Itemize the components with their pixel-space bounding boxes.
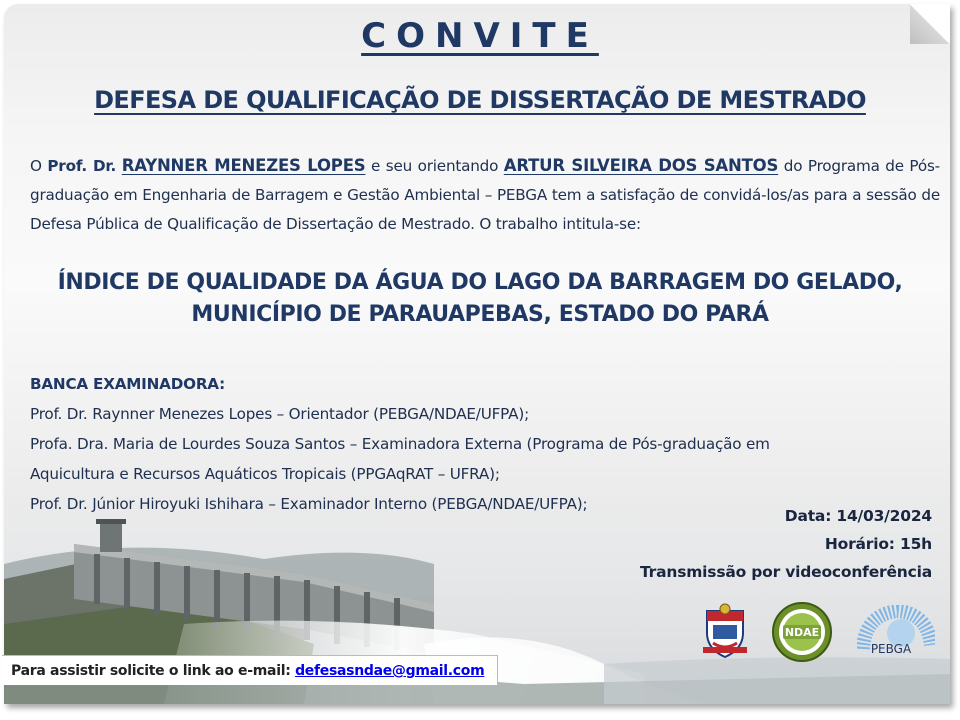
intro-suffix: do Programa de Pós-graduação em Engenharia de Barragem e Gestão Ambiental – PEBGA tem a satisfação de convidá-los/as para a sessão de Defesa Pública de Qualificação de Dissertação de Mestrado. O trabalho intitula-se:	[30, 157, 940, 233]
advisor-title: Prof. Dr.	[47, 157, 117, 175]
event-mode: Transmissão por videoconferência	[640, 563, 932, 581]
pebga-label: PEBGA	[870, 642, 912, 656]
board-member: Prof. Dr. Júnior Hiroyuki Ishihara – Examinador Interno (PEBGA/NDAE/UFPA);	[30, 495, 588, 513]
board-member: Profa. Dra. Maria de Lourdes Souza Santos – Examinadora Externa (Programa de Pós-graduação em	[30, 435, 770, 453]
student-name: ARTUR SILVEIRA DOS SANTOS	[503, 156, 779, 175]
dissertation-title	[0, 267, 960, 331]
contact-email-link[interactable]: defesasndae@gmail.com	[295, 663, 485, 679]
board-member: Prof. Dr. Raynner Menezes Lopes – Orientador (PEBGA/NDAE/UFPA);	[30, 405, 529, 423]
contact-footer	[2, 655, 498, 685]
pebga-logo-icon	[857, 605, 935, 659]
ndae-logo-icon	[771, 601, 833, 663]
invitation-title: CONVITE	[361, 16, 599, 56]
event-details	[640, 502, 932, 586]
intro-middle: e seu orientando	[371, 157, 499, 175]
intro-prefix: O	[30, 157, 42, 175]
dissertation-title-line2: MUNICÍPIO DE PARAUAPEBAS, ESTADO DO PARÁ	[191, 302, 769, 327]
event-time: Horário: 15h	[824, 535, 932, 553]
ufpa-crest-icon	[699, 603, 751, 659]
board-member: Aquicultura e Recursos Aquáticos Tropicais (PPGAqRAT – UFRA);	[30, 465, 500, 483]
footer-text: Para assistir solicite o link ao e-mail:	[11, 663, 291, 679]
dissertation-title-line1: ÍNDICE DE QUALIDADE DA ÁGUA DO LAGO DA BARRAGEM DO GELADO,	[57, 270, 903, 295]
advisor-name: RAYNNER MENEZES LOPES	[121, 156, 366, 175]
institution-logos	[699, 599, 939, 663]
ndae-label: NDAE	[784, 626, 820, 639]
examining-board	[30, 369, 860, 519]
event-date: Data: 14/03/2024	[784, 507, 932, 525]
examining-board-heading: BANCA EXAMINADORA:	[30, 375, 226, 393]
intro-paragraph	[30, 151, 940, 239]
invitation-subtitle: DEFESA DE QUALIFICAÇÃO DE DISSERTAÇÃO DE MESTRADO	[94, 86, 866, 114]
